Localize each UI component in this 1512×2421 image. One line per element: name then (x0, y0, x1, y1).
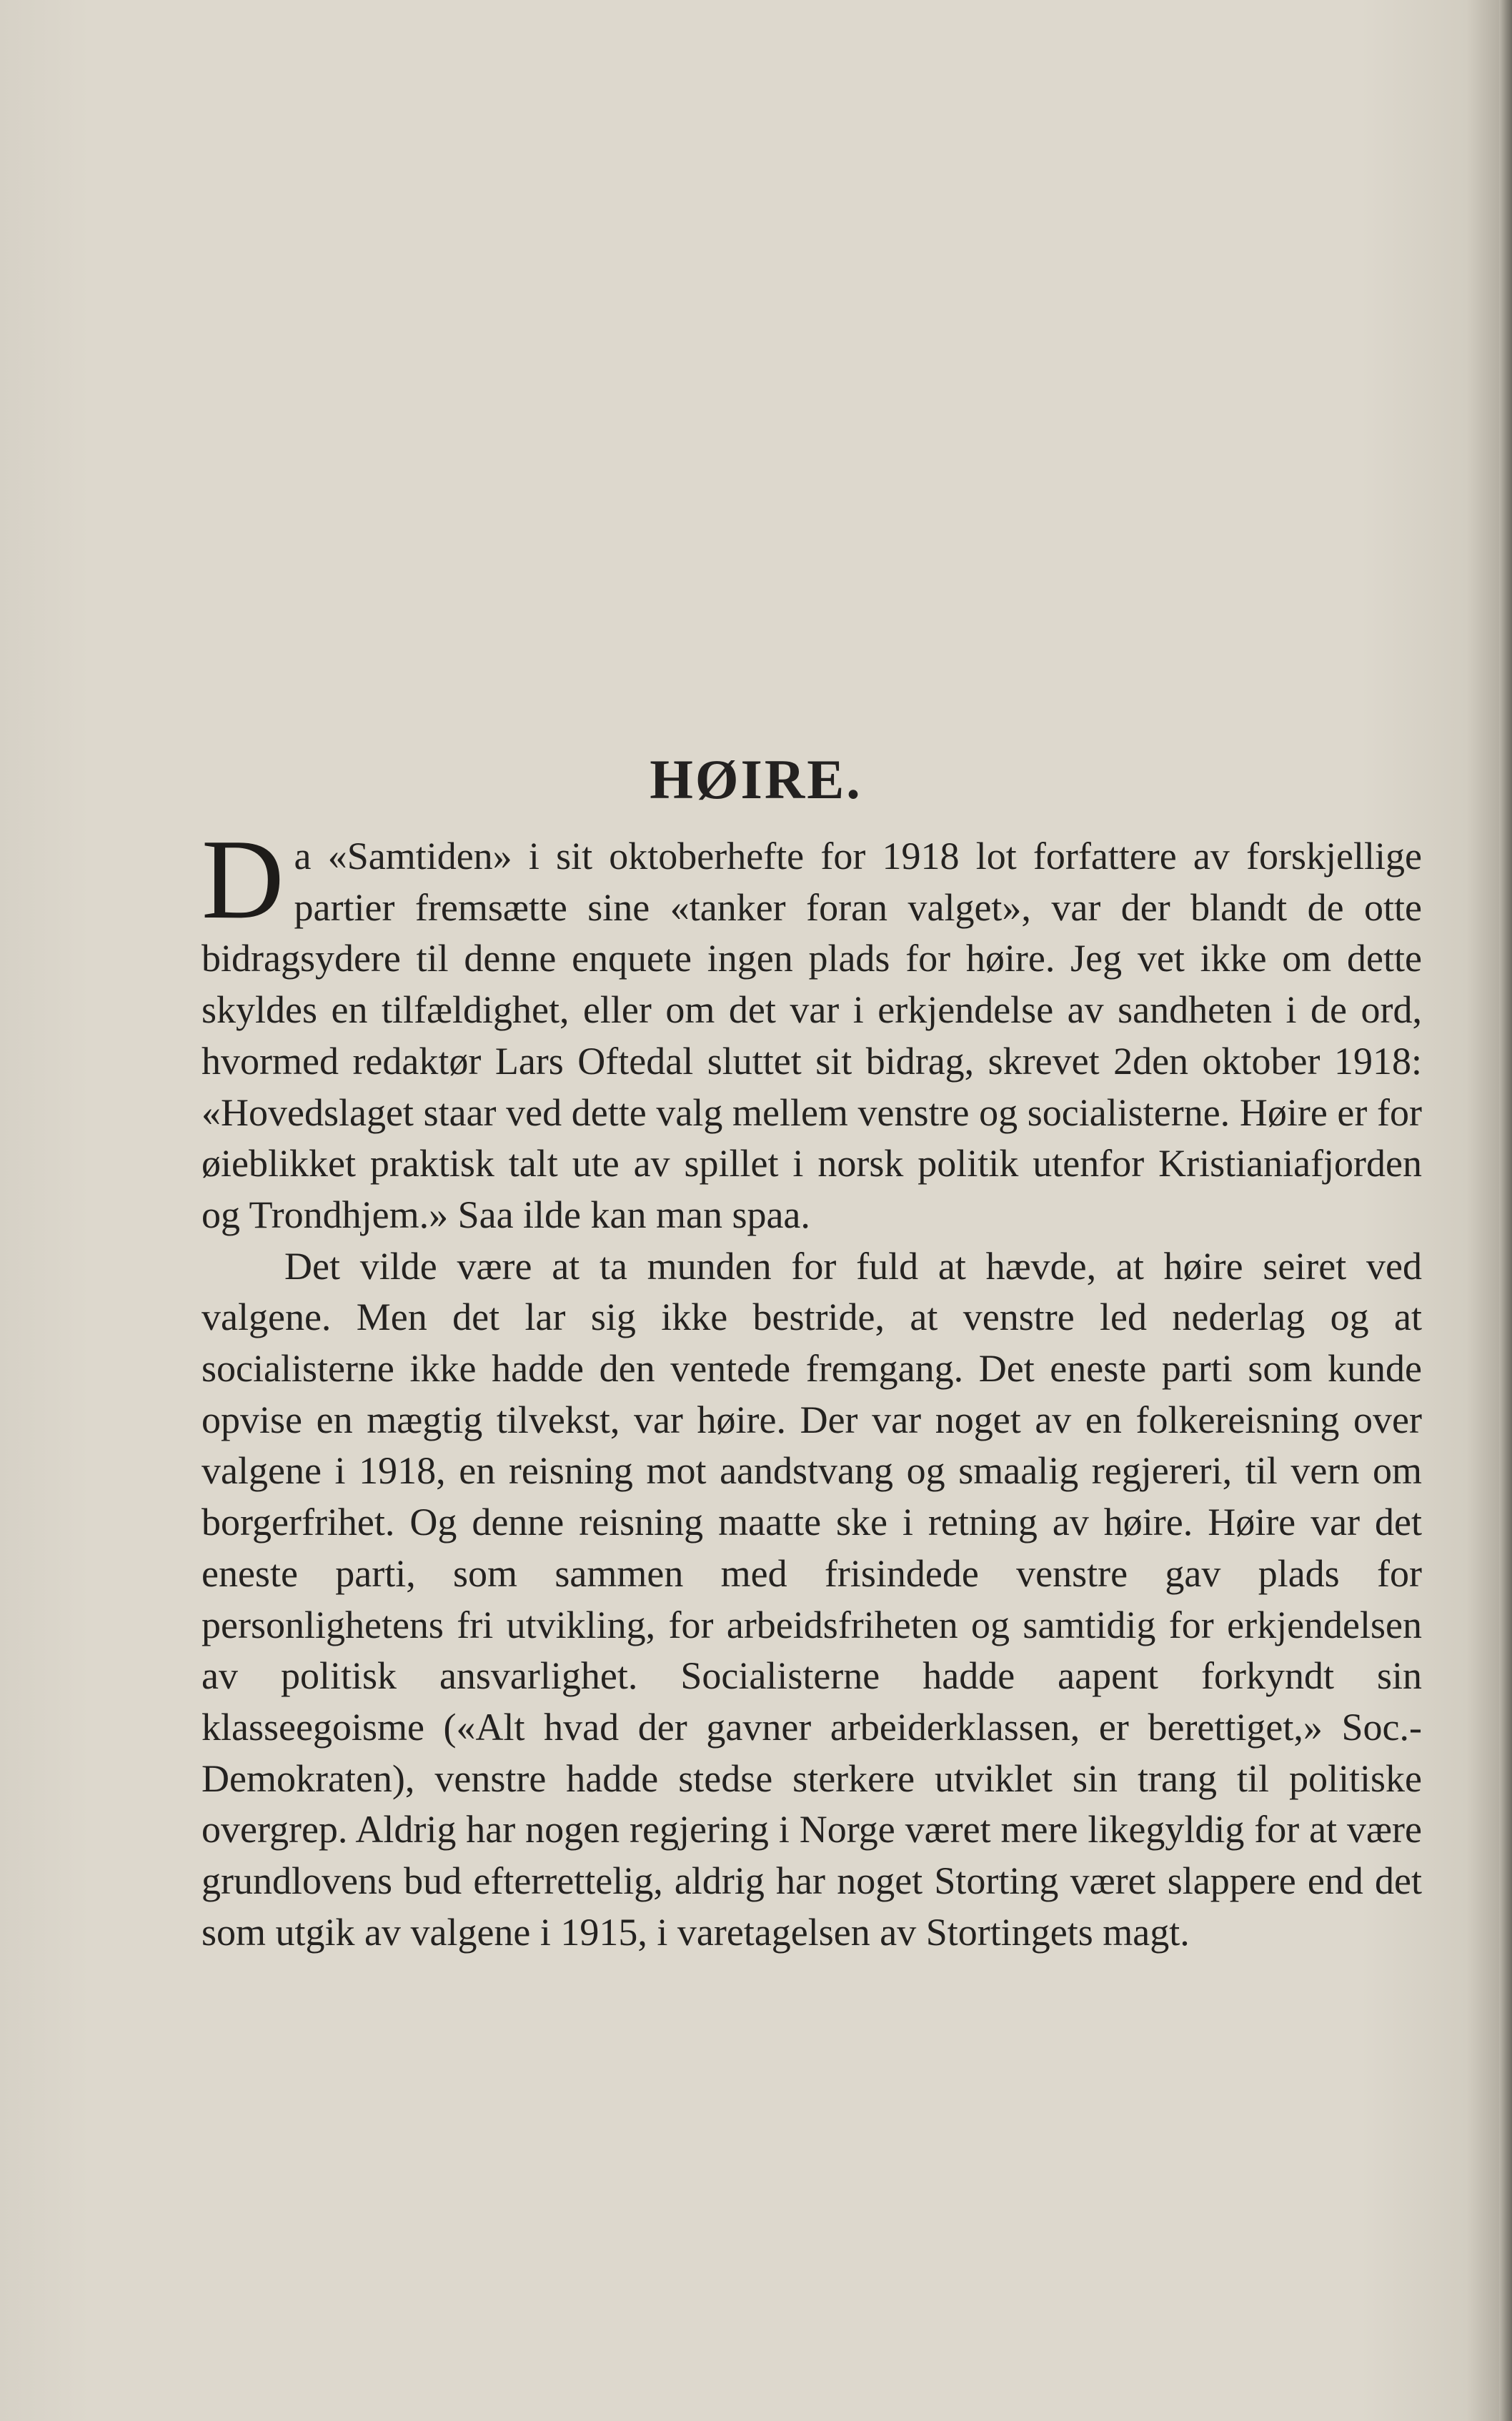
paragraph-1: Da «Samtiden» i sit oktoberhefte for 1918 lot forfattere av forskjellige partier fremsætte sine «tanker foran valget», var der blandt de otte bidragsydere til denne enquete ingen plads for høire. Jeg vet ikke om dette skyldes en tilfældighet, eller om det var i erkjendelse av sandheten i de ord, hvormed redaktør Lars Oftedal sluttet sit bidrag, skrevet 2den oktober 1918: «Hovedslaget staar ved dette valg mellem venstre og socialisterne. Høire er for øieblikket praktisk talt ute av spillet i norsk politik utenfor Kristianiafjorden og Trondhjem.» Saa ilde kan man spaa. (202, 815, 1422, 1236)
chapter-title: HØIRE. (650, 748, 862, 811)
body-text (202, 815, 1422, 1958)
paragraph-2: Det vilde være at ta munden for fuld at hævde, at høire seiret ved valgene. Men det lar sig ikke bestride, at venstre led nederlag og at socialisterne ikke hadde den ventede fremgang. Det eneste parti som kunde opvise en mægtig tilvekst, var høire. Der var noget av en folkereisning over valgene i 1918, en reisning mot aandstvang og smaalig regjereri, til vern om borgerfrihet. Og denne reisning maatte ske i retning av høire. Høire var det eneste parti, som sammen med frisindede venstre gav plads for personlighetens fri utvikling, for arbeidsfriheten og samtidig for erkjendelsen av politisk ansvarlighet. Socialisterne hadde aapent forkyndt sin klasseegoisme («Alt hvad der gavner arbeiderklassen, er berettiget,» Soc.-Demokraten), venstre hadde stedse sterkere utviklet sin trang til politiske overgrep. Aldrig har nogen regjering i Norge været mere likegyldig for at være grundlovens bud efterrettelig, aldrig har noget Storting været slappere end det som utgik av valgene i 1915, i varetagelsen av Stortingets magt. (202, 1244, 1422, 1954)
page-edge (1499, 0, 1512, 2421)
